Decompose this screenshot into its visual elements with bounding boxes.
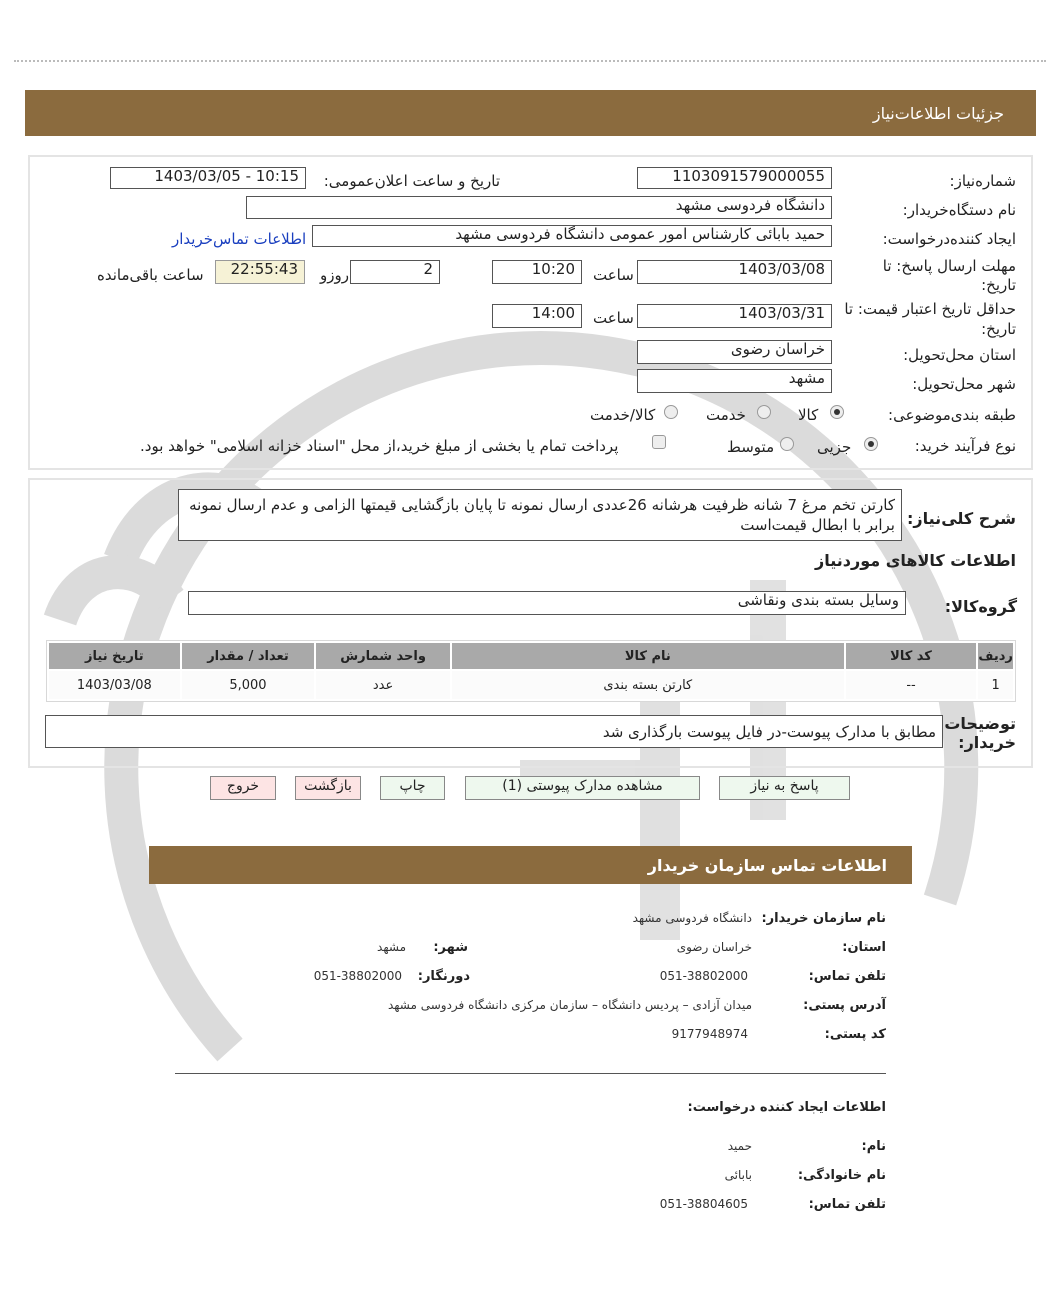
goods-table-header bbox=[49, 643, 1013, 669]
category-goods-radio[interactable] bbox=[830, 405, 844, 419]
treasury-payment-note: پرداخت تمام یا بخشی از مبلغ خرید،از محل "اسناد خزانه اسلامی" خواهد بود. bbox=[140, 437, 619, 455]
category-goods-service-radio[interactable] bbox=[664, 405, 678, 419]
notes-label: توضیحات bbox=[944, 714, 1016, 733]
city-label: شهر محل‌تحویل: bbox=[912, 375, 1016, 393]
contact-fax-value: 051-38802000 bbox=[313, 969, 402, 983]
summary-label: شرح کلی‌نیاز: bbox=[907, 509, 1016, 528]
validity-label: حداقل تاریخ اعتبار قیمت: تا bbox=[844, 300, 1016, 318]
validity-hour-label: ساعت bbox=[593, 309, 634, 327]
col-date-header: تاریخ نیاز bbox=[49, 643, 180, 669]
deadline-date-field: 1403/03/08 bbox=[637, 260, 832, 284]
contact-header bbox=[149, 846, 912, 884]
goods-group-label: گروه‌کالا: bbox=[944, 597, 1017, 616]
goods-group-field: وسایل بسته بندی ونقاشی bbox=[188, 591, 906, 615]
contact-phone-value: 051-38802000 bbox=[659, 969, 748, 983]
col-name-header: نام کالا bbox=[452, 643, 844, 669]
contact-province-value: خراسان رضوی bbox=[676, 940, 752, 954]
cell-name: کارتن بسته بندی bbox=[603, 677, 693, 693]
contact-address-label: آدرس پستی: bbox=[803, 998, 886, 1013]
deadline-label: مهلت ارسال پاسخ: تا bbox=[882, 257, 1016, 275]
top-divider bbox=[14, 60, 1046, 62]
contact-title: اطلاعات تماس سازمان خریدار bbox=[647, 855, 887, 875]
exit-button[interactable]: خروج bbox=[210, 776, 276, 800]
days-label: روزو bbox=[320, 266, 349, 284]
creator-family-label: نام خانوادگی: bbox=[797, 1168, 886, 1183]
col-qty-header: تعداد / مقدار bbox=[182, 643, 315, 669]
contact-postal-label: کد پستی: bbox=[824, 1027, 886, 1042]
category-service-label: خدمت bbox=[706, 406, 746, 424]
creator-name-value: حمید bbox=[727, 1139, 752, 1153]
cell-code: -- bbox=[906, 677, 916, 693]
process-label: نوع فرآیند خرید: bbox=[914, 437, 1016, 455]
contact-province-label: استان: bbox=[842, 940, 886, 955]
process-medium-label: متوسط bbox=[727, 438, 775, 456]
validity-label-2: تاریخ: bbox=[981, 320, 1016, 338]
contact-postal-value: 9177948974 bbox=[671, 1027, 748, 1041]
process-minor-radio[interactable] bbox=[864, 437, 878, 451]
cell-unit: عدد bbox=[372, 677, 394, 693]
contact-org-label: نام سازمان خریدار: bbox=[761, 911, 886, 926]
creator-info-title: اطلاعات ایجاد کننده درخواست: bbox=[687, 1100, 886, 1115]
process-medium-radio[interactable] bbox=[780, 437, 794, 451]
validity-date-field: 1403/03/31 bbox=[637, 304, 832, 328]
summary-text-box: کارتن تخم مرغ 7 شانه ظرفیت هرشانه 26عددی ارسال نمونه تا پایان بازگشایی قیمتها الزامی و عدم ارسال نمونه برابر با ابطال قیمت‌است bbox=[178, 489, 902, 541]
remaining-label: ساعت باقی‌مانده bbox=[97, 266, 204, 284]
buyer-org-field: دانشگاه فردوسی مشهد bbox=[246, 196, 832, 219]
goods-info-title: اطلاعات کالاهای موردنیاز bbox=[815, 551, 1016, 570]
requester-label: ایجاد کننده‌درخواست: bbox=[882, 230, 1016, 248]
cell-date: 1403/03/08 bbox=[76, 677, 152, 693]
treasury-payment-checkbox[interactable] bbox=[652, 435, 666, 449]
category-service-radio[interactable] bbox=[757, 405, 771, 419]
back-button[interactable]: بازگشت bbox=[295, 776, 361, 800]
announce-label: تاریخ و ساعت اعلان‌عمومی: bbox=[323, 172, 500, 190]
days-field: 2 bbox=[350, 260, 440, 284]
col-row-header: ردیف bbox=[978, 643, 1013, 669]
creator-phone-label: تلفن تماس: bbox=[808, 1197, 886, 1212]
province-field: خراسان رضوی bbox=[637, 340, 832, 364]
view-attachments-button[interactable]: مشاهده مدارک پیوستی (1) bbox=[465, 776, 700, 800]
buyer-contact-link[interactable]: اطلاعات تماس‌خریدار bbox=[172, 230, 307, 248]
requester-field: حمید بابائی کارشناس امور عمومی دانشگاه فردوسی مشهد bbox=[312, 225, 832, 247]
validity-time-field: 14:00 bbox=[492, 304, 582, 328]
contact-fax-label: دورنگار: bbox=[417, 969, 470, 984]
contact-phone-label: تلفن تماس: bbox=[808, 969, 886, 984]
page-header bbox=[25, 90, 1036, 136]
cell-row: 1 bbox=[991, 677, 1000, 693]
announce-field: 1403/03/05 - 10:15 bbox=[110, 167, 306, 189]
creator-phone-value: 051-38804605 bbox=[659, 1197, 748, 1211]
need-number-field: 1103091579000055 bbox=[637, 167, 832, 189]
category-goods-service-label: کالا/خدمت bbox=[590, 406, 656, 424]
cell-qty: 5,000 bbox=[229, 677, 267, 693]
deadline-hour-label: ساعت bbox=[593, 266, 634, 284]
deadline-label-2: تاریخ: bbox=[981, 276, 1016, 294]
contact-divider bbox=[175, 1073, 886, 1074]
page-title: جزئیات اطلاعات‌نیاز bbox=[872, 103, 1004, 123]
province-label: استان محل‌تحویل: bbox=[903, 346, 1016, 364]
reply-button[interactable]: پاسخ به نیاز bbox=[719, 776, 850, 800]
buyer-org-label: نام دستگاه‌خریدار: bbox=[902, 201, 1016, 219]
need-number-label: شماره‌نیاز: bbox=[949, 172, 1016, 190]
category-label: طبقه بندی‌موضوعی: bbox=[888, 406, 1016, 424]
goods-table bbox=[46, 640, 1016, 702]
notes-field: مطابق با مدارک پیوست-در فایل پیوست بارگذاری شد bbox=[45, 715, 943, 748]
deadline-time-field: 10:20 bbox=[492, 260, 582, 284]
col-unit-header: واحد شمارش bbox=[316, 643, 450, 669]
creator-family-value: بابائی bbox=[724, 1168, 752, 1182]
print-button[interactable]: چاپ bbox=[380, 776, 445, 800]
contact-city-label: شهر: bbox=[433, 940, 468, 955]
table-row bbox=[49, 671, 1013, 699]
contact-address-value: میدان آزادی – پردیس دانشگاه – سازمان مرکزی دانشگاه فردوسی مشهد bbox=[387, 998, 752, 1012]
contact-city-value: مشهد bbox=[377, 940, 406, 954]
contact-org-value: دانشگاه فردوسی مشهد bbox=[632, 911, 752, 925]
notes-label-2: خریدار: bbox=[958, 733, 1016, 752]
city-field: مشهد bbox=[637, 369, 832, 393]
process-minor-label: جزیی bbox=[817, 438, 852, 456]
category-goods-label: کالا bbox=[798, 406, 819, 424]
remaining-time-field: 22:55:43 bbox=[215, 260, 305, 284]
col-code-header: کد کالا bbox=[846, 643, 977, 669]
creator-name-label: نام: bbox=[861, 1139, 886, 1154]
